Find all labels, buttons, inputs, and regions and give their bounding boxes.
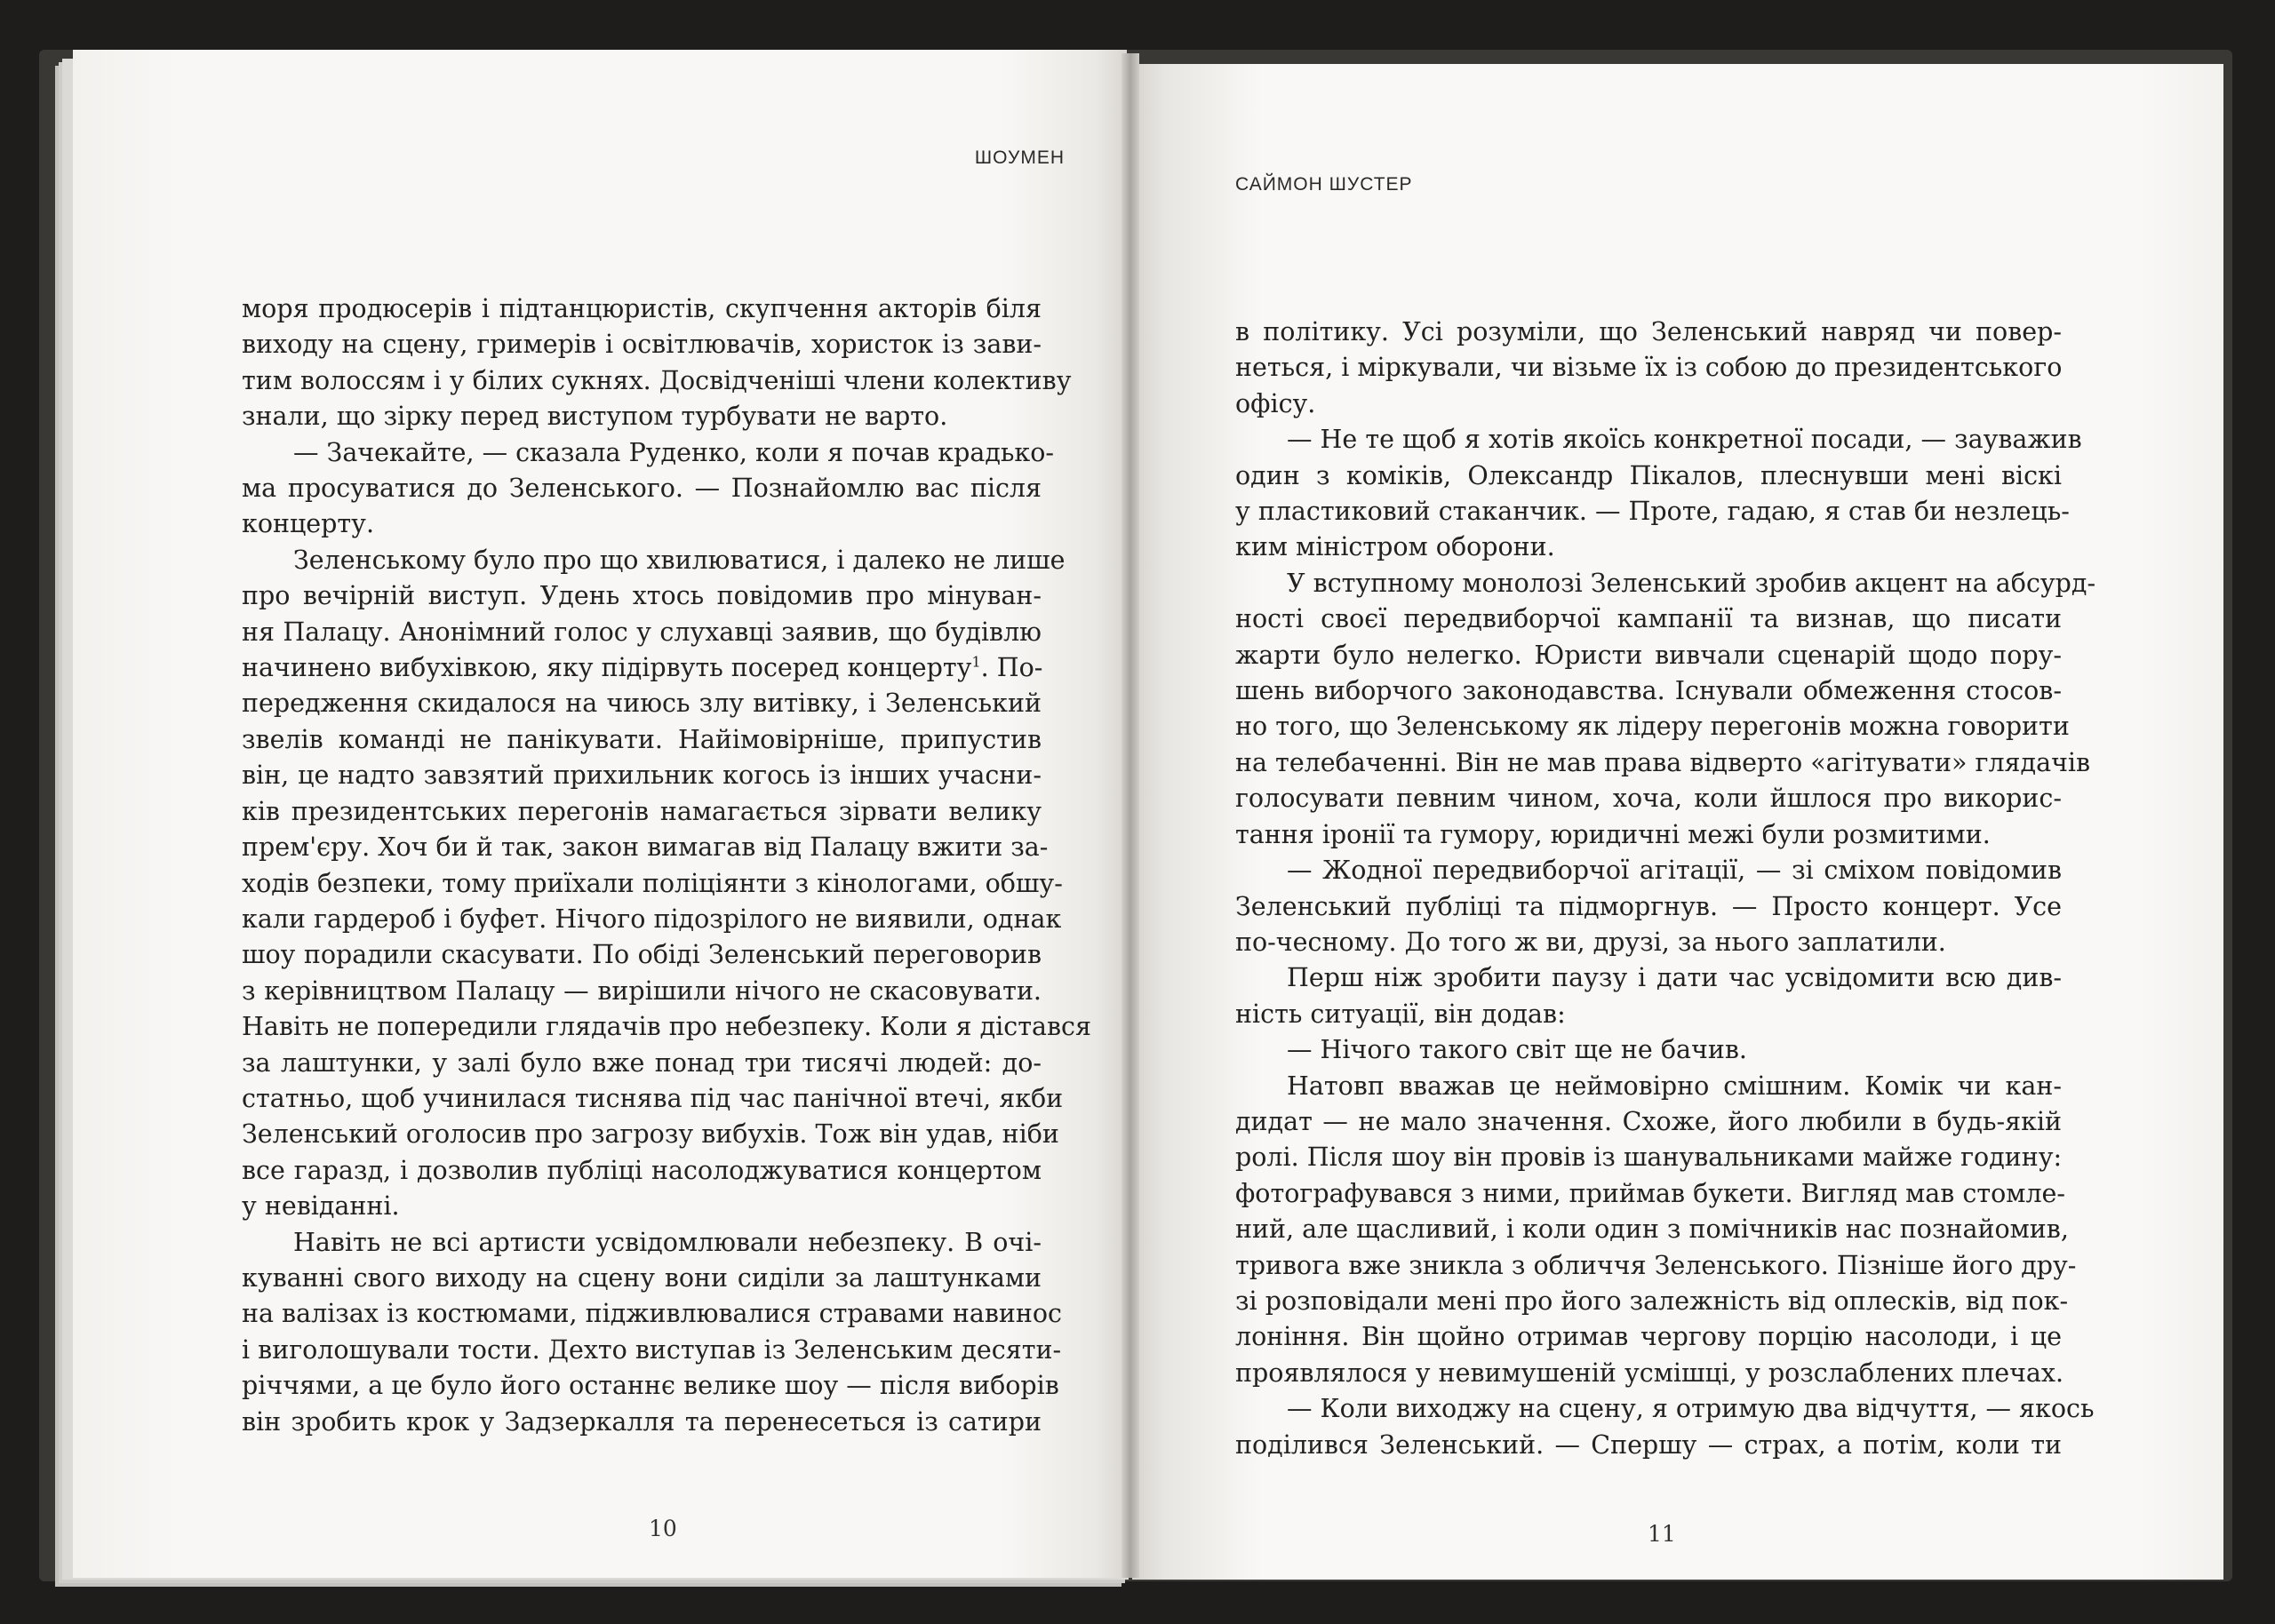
running-head: САЙМОН ШУСТЕР [1235,174,1413,195]
text-line: по-чесному. До того ж ви, друзі, за нього заплатили. [1235,927,1946,957]
body-text [242,291,1091,1440]
text-line: фотографувався з ними, приймав букети. Вигляд мав стомле- [1235,1178,2066,1208]
text-line: у невіданні. [242,1191,400,1222]
text-line: річчями, а це було його останнє велике шоу — після виборів [242,1371,1059,1401]
text-line: куванні свого виходу на сцену вони сиділи за лаштунками [242,1262,1042,1293]
text-line: ності своєї передвиборчої кампанії та визнав, що писати [1235,604,2062,634]
page-number: 10 [649,1516,677,1541]
text-line: шень виборчого законодавства. Існували обмеження стосов- [1235,676,2062,706]
text-line: на валізах із костюмами, підживлювалися стравами навинос [242,1299,1062,1329]
text-line: все гаразд, і дозволив публіці насолоджуватися концертом [242,1155,1042,1185]
text-line: тривога вже зникла з обличчя Зеленського. Пізніше його дру- [1235,1250,2077,1280]
text-line: ний, але щасливий, і коли один з помічників нас познайомив, [1235,1214,2069,1245]
hyphen-tail: По- [996,653,1043,683]
text-line: ність ситуації, він додав: [1235,999,1566,1029]
text-line: ким міністром оборони. [1235,532,1555,562]
text-line: неться, і міркували, чи візьме їх із собою до президентського [1235,353,2063,383]
body-text [1235,314,2096,1463]
text-line: голосувати певним чином, хоча, коли йшлося про викорис- [1235,784,2062,814]
text-line: — Зачекайте, — сказала Руденко, коли я почав крадько- [293,437,1055,467]
text-line: ня Палацу. Анонімний голос у слухавці заявив, що будівлю [242,617,1042,647]
text-line: звелів команді не панікувати. Найімовірніше, припустив [242,724,1042,754]
left-page [73,50,1127,1578]
text-line: передження скидалося на чиюсь злу витівку, і Зеленський [242,689,1042,719]
text-line: — Не те щоб я хотів якоїсь конкретної посади, — зауважив [1287,425,2082,455]
text-line: зі розповідали мені про його залежність від оплесків, від пок- [1235,1286,2069,1316]
text-line: він зробить крок у Задзеркалля та перенесеться із сатири [242,1406,1042,1437]
text-line: на телебаченні. Він не мав права відверто «агітувати» глядачів [1235,747,2091,777]
text-line: Зеленський оголосив про загрозу вибухів. Тож він удав, ніби [242,1119,1059,1150]
text-line: но того, що Зеленському як лідеру перегонів можна говорити [1235,712,2070,742]
text-line: моря продюсерів і підтанцюристів, скупчення акторів біля [242,294,1042,323]
text-line: ролі. Після шоу він провів із шанувальниками майже годину: [1235,1142,2063,1173]
text-line: Навіть не всі артисти усвідомлювали небезпеку. В очі- [293,1227,1042,1257]
text-line-with-footnote: начинено вибухівкою, яку підірвуть посеред концерту$^1$. По- [242,653,1043,683]
text-line: дидат — не мало значення. Схоже, його любили в будь-якій [1235,1106,2062,1136]
text-line: шоу порадили скасувати. По обіді Зеленський переговорив [242,940,1042,970]
text-line: в політику. Усі розуміли, що Зеленський навряд чи повер- [1235,317,2062,346]
text-line: У вступному монолозі Зеленський зробив акцент на абсурд- [1287,568,2096,598]
running-head: ШОУМЕН [974,147,1065,168]
text-line: і виголошували тости. Дехто виступав із Зеленським десяти- [242,1334,1062,1365]
right-page [1132,64,2223,1580]
text-line: у пластиковий стаканчик. — Проте, гадаю, я став би незлець- [1235,497,2070,527]
text-line: за лаштунки, у залі було вже понад три тисячі людей: до- [242,1047,1042,1078]
text-line: ків президентських перегонів намагається зірвати велику [242,796,1042,826]
text-line: — Нічого такого світ ще не бачив. [1287,1035,1747,1065]
text-line: Зеленський публіці та підморгнув. — Просто концерт. Усе [1235,891,2062,921]
text-line: один з коміків, Олександр Пікалов, плеснувши мені віскі [1235,460,2062,490]
text-line: знали, що зірку перед виступом турбувати не варто. [242,402,948,432]
text-line: Навіть не попередили глядачів про небезпеку. Коли я дістався [242,1012,1091,1042]
book-gutter [1122,53,1139,1578]
footnote-mark[interactable]: 1 [971,653,981,671]
line-text: начинено вибухівкою, яку підірвуть посеред концерту [242,653,972,683]
text-line: лоніння. Він щойно отримав чергову порцію насолоди, і це [1235,1322,2062,1352]
text-line: тим волоссям і у білих сукнях. Досвідченіші члени колективу [242,365,1072,395]
text-line: Перш ніж зробити паузу і дати час усвідомити всю див- [1287,963,2062,993]
text-line: офісу. [1235,388,1316,418]
text-line: концерту. [242,509,374,539]
text-line: жарти було нелегко. Юристи вивчали сценарій щодо пору- [1235,640,2062,670]
text-line: прем'єру. Хоч би й так, закон вимагав від Палацу вжити за- [242,832,1049,863]
text-line: Натовп вважав це неймовірно смішним. Комік чи кан- [1287,1071,2062,1101]
page-number: 11 [1648,1521,1676,1547]
text-line: ма просуватися до Зеленського. — Познайомлю вас після [242,474,1042,504]
text-line: статньо, щоб учинилася тиснява під час панічної втечі, якби [242,1083,1064,1113]
text-line: з керівництвом Палацу — вирішили нічого не скасовувати. [242,975,1042,1006]
text-line: — Жодної передвиборчої агітації, — зі сміхом повідомив [1287,856,2062,886]
text-line: він, це надто завзятий прихильник когось із інших учасни- [242,760,1042,791]
text-line: — Коли виходжу на сцену, я отримую два відчуття, — якось [1287,1394,2095,1424]
text-line: про вечірній виступ. Удень хтось повідомив про мінуван- [242,581,1042,611]
text-line: поділився Зеленський. — Спершу — страх, а потім, коли ти [1235,1429,2062,1460]
text-line: тання іронії та гумору, юридичні межі були розмитими. [1235,819,1991,849]
text-line: кали гардероб і буфет. Нічого підозрілого не виявили, однак [242,904,1062,934]
text-line: Зеленському було про що хвилюватися, і далеко не лише [293,545,1066,575]
text-line: проявлялося у невимушеній усмішці, у розслаблених плечах. [1235,1357,2064,1388]
text-line: виходу на сцену, гримерів і освітлювачів, хористок із зави- [242,330,1042,360]
text-line: ходів безпеки, тому приїхали поліціянти з кінологами, обшу- [242,868,1063,898]
